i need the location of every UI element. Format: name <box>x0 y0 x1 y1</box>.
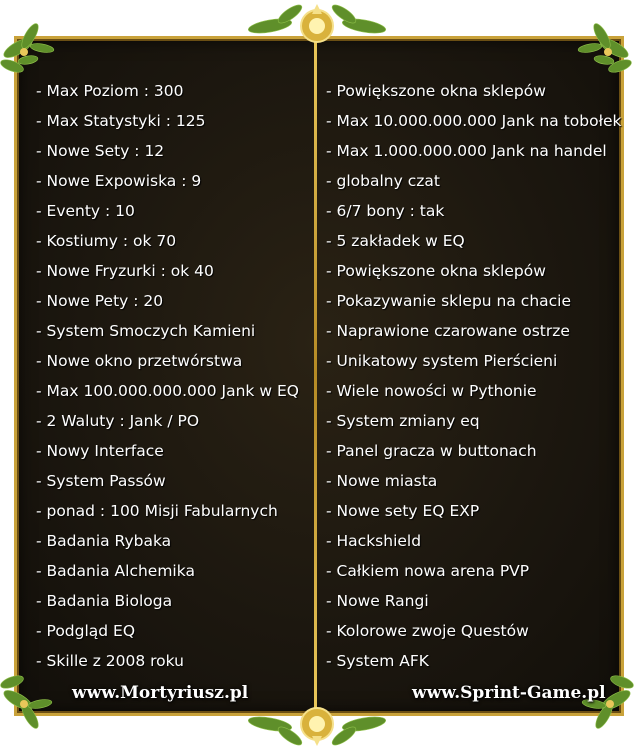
feature-item: - Nowe Expowiska : 9 <box>36 172 202 190</box>
feature-item: - Naprawione czarowane ostrze <box>326 322 570 340</box>
feature-item: - System zmiany eq <box>326 412 480 430</box>
feature-item: - Badania Alchemika <box>36 562 195 580</box>
feature-item: - Podgląd EQ <box>36 622 136 640</box>
feature-item: - Unikatowy system Pierścieni <box>326 352 558 370</box>
feature-item: - Skille z 2008 roku <box>36 652 184 670</box>
feature-item: - Powiększone okna sklepów <box>326 82 546 100</box>
footer-site-right: www.Sprint-Game.pl <box>412 683 606 703</box>
feature-item: - Nowe Pety : 20 <box>36 292 164 310</box>
feature-item: - System Passów <box>36 472 166 490</box>
right-feature-list <box>326 76 622 676</box>
feature-item: - Kolorowe zwoje Questów <box>326 622 529 640</box>
feature-item: - Nowe Sety : 12 <box>36 142 165 160</box>
feature-item: - Max Statystyki : 125 <box>36 112 206 130</box>
feature-item: - Nowe okno przetwórstwa <box>36 352 243 370</box>
feature-item: - Max 10.000.000.000 Jank na tobołek <box>326 112 622 130</box>
feature-item: - Nowe sety EQ EXP <box>326 502 480 520</box>
bottom-center-ornament-icon <box>240 700 394 751</box>
feature-item: - 5 zakładek w EQ <box>326 232 465 250</box>
feature-item: - Całkiem nowa arena PVP <box>326 562 530 580</box>
feature-item: - Pokazywanie sklepu na chacie <box>326 292 572 310</box>
footer-site-left: www.Mortyriusz.pl <box>72 683 249 703</box>
feature-item: - Kostiumy : ok 70 <box>36 232 177 250</box>
feature-item: - Max 100.000.000.000 Jank w EQ <box>36 382 299 400</box>
feature-item: - 2 Waluty : Jank / PO <box>36 412 200 430</box>
feature-item: - Badania Rybaka <box>36 532 172 550</box>
feature-item: - Nowe miasta <box>326 472 438 490</box>
feature-item: - Hackshield <box>326 532 422 550</box>
feature-item: - System Smoczych Kamieni <box>36 322 256 340</box>
feature-item: - System AFK <box>326 652 429 670</box>
feature-item: - Eventy : 10 <box>36 202 135 220</box>
feature-item: - Panel gracza w buttonach <box>326 442 537 460</box>
feature-item: - globalny czat <box>326 172 440 190</box>
feature-item: - Wiele nowości w Pythonie <box>326 382 537 400</box>
left-feature-list <box>36 76 308 676</box>
feature-item: - ponad : 100 Misji Fabularnych <box>36 502 278 520</box>
feature-item: - Nowy Interface <box>36 442 164 460</box>
feature-item: - 6/7 bony : tak <box>326 202 445 220</box>
feature-item: - Nowe Rangi <box>326 592 429 610</box>
feature-item: - Nowe Fryzurki : ok 40 <box>36 262 214 280</box>
feature-item: - Badania Biologa <box>36 592 173 610</box>
feature-item: - Max Poziom : 300 <box>36 82 184 100</box>
center-divider <box>314 40 317 708</box>
feature-item: - Max 1.000.000.000 Jank na handel <box>326 142 607 160</box>
top-center-ornament-icon <box>240 0 394 50</box>
feature-item: - Powiększone okna sklepów <box>326 262 546 280</box>
